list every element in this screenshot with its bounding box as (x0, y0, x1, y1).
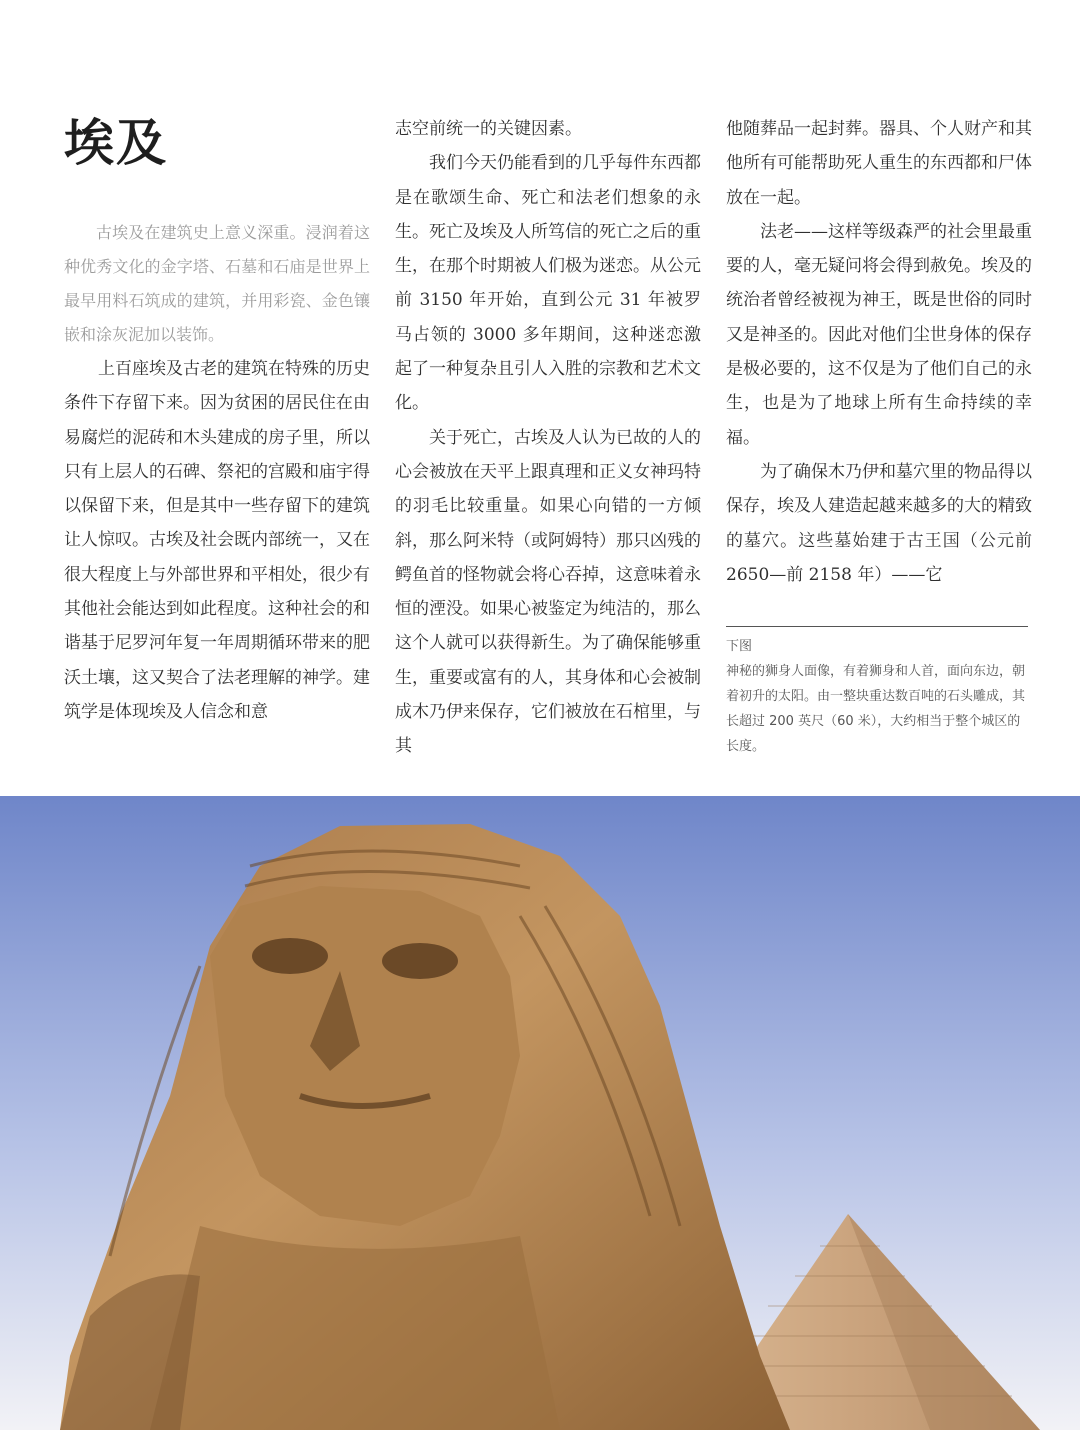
page-title: 埃及 (64, 113, 168, 172)
lead-paragraph: 古埃及在建筑史上意义深重。浸润着这种优秀文化的金字塔、石墓和石庙是世界上最早用料石筑成的建筑，并用彩瓷、金色镶嵌和涂灰泥加以装饰。 (64, 223, 370, 344)
photo-caption (726, 634, 1030, 759)
continuation-text: 他随葬品一起封葬。器具、个人财产和其他所有可能帮助死人重生的东西都和尸体放在一起。 (726, 119, 1032, 208)
text-column-1 (64, 352, 370, 729)
sphinx-eye (382, 943, 458, 979)
caption-divider (726, 626, 1028, 627)
continuation-text: 志空前统一的关键因素。 (395, 119, 582, 139)
sphinx-photo (0, 796, 1080, 1430)
text-column-2 (395, 112, 701, 764)
body-paragraph: 关于死亡，古埃及人认为已故的人的心会被放在天平上跟真理和正义女神玛特的羽毛比较重量。如果心向错的一方倾斜，那么阿米特（或阿姆特）那只凶残的鳄鱼首的怪物就会将心吞掉，这意味着永恒的湮没。如果心被鉴定为纯洁的，那么这个人就可以获得新生。为了确保能够重生，重要或富有的人，其身体和心会被制成木乃伊来保存，它们被放在石棺里，与其 (395, 427, 701, 757)
sphinx-eye (252, 938, 328, 974)
body-paragraph: 法老——这样等级森严的社会里最重要的人，毫无疑问将会得到赦免。埃及的统治者曾经被视为神王，既是世俗的同时又是神圣的。因此对他们尘世身体的保存是极必要的，这不仅是为了他们自己的永生，也是为了地球上所有生命持续的幸福。 (726, 221, 1032, 448)
text-column-3 (726, 112, 1032, 592)
caption-text: 神秘的狮身人面像，有着狮身和人首，面向东边，朝着初升的太阳。由一整块重达数百吨的石头雕成，其长超过 200 英尺（60 米），大约相当于整个城区的长度。 (726, 664, 1026, 754)
body-paragraph: 上百座埃及古老的建筑在特殊的历史条件下存留下来。因为贫困的居民住在由易腐烂的泥砖和木头建成的房子里，所以只有上层人的石碑、祭祀的宫殿和庙宇得以保留下来，但是其中一些存留下的建筑让人惊叹。古埃及社会既内部统一，又在很大程度上与外部世界和平相处，很少有其他社会能达到如此程度。这种社会的和谐基于尼罗河年复一年周期循环带来的肥沃土壤，这又契合了法老理解的神学。建筑学是体现埃及人信念和意 (64, 359, 370, 722)
caption-heading: 下图 (726, 639, 753, 654)
body-paragraph: 为了确保木乃伊和墓穴里的物品得以保存，埃及人建造起越来越多的大的精致的墓穴。这些墓始建于古王国（公元前 2650—前 2158 年）——它 (726, 461, 1032, 585)
body-paragraph: 我们今天仍能看到的几乎每件东西都是在歌颂生命、死亡和法老们想象的永生。死亡及埃及人所笃信的死亡之后的重生，在那个时期被人们极为迷恋。从公元前 3150 年开始，直到公元 31 年被罗马占领的 3000 多年期间，这种迷恋激起了一种复杂且引人入胜的宗教和艺术文化。 (395, 153, 701, 414)
